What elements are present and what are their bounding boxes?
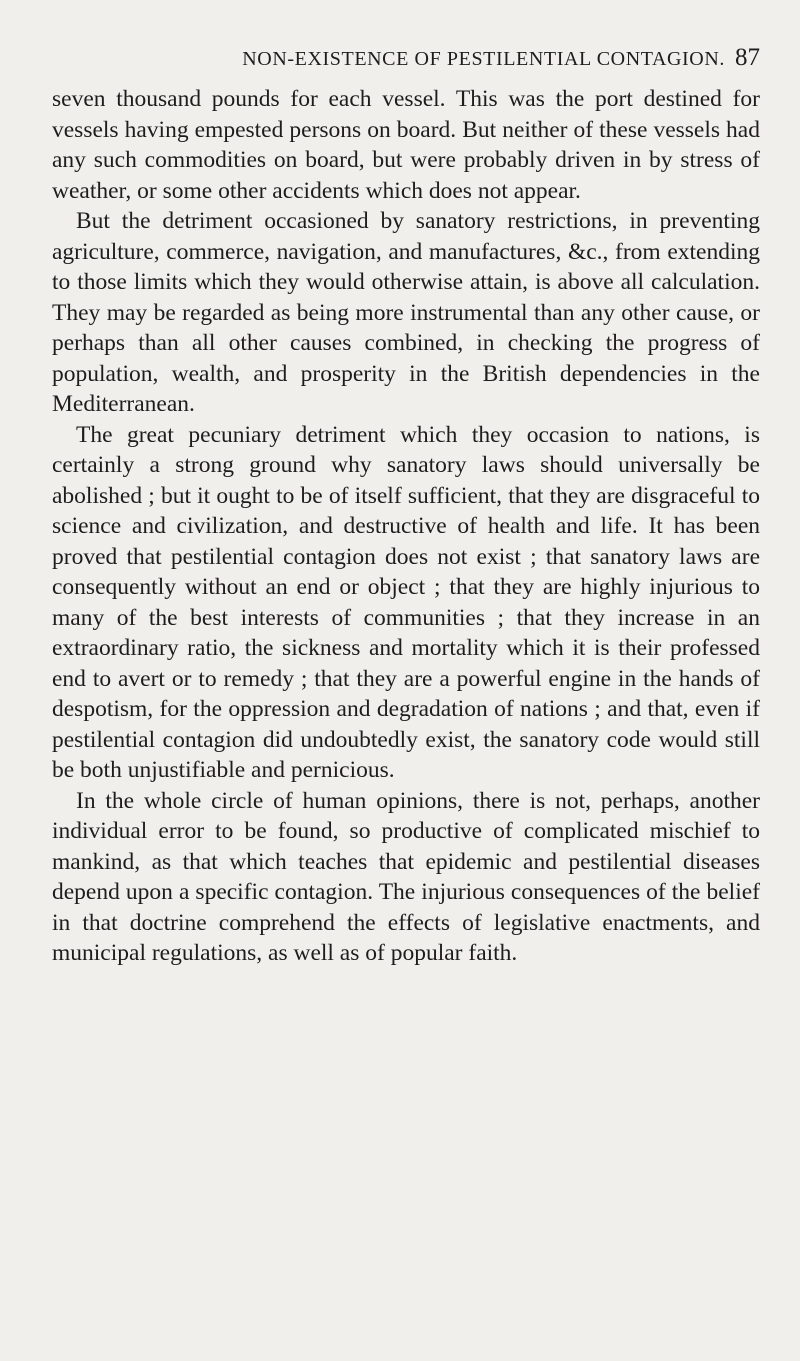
running-title: NON-EXISTENCE OF PESTILENTIAL CONTAGION.	[242, 48, 725, 70]
page-number: 87	[735, 44, 760, 71]
text-body	[52, 84, 760, 969]
paragraph-human-opinions: In the whole circle of human opinions, there is not, perhaps, another individual error to be found, so productive of complicated mischief to mankind, as that which teaches that epidemic and pestilential diseases depend upon a specific contagion. The injurious consequences of the belief in that doctrine comprehend the effects of legislative enactments, and municipal regulations, as well as of popular faith.	[52, 787, 760, 966]
paragraph-pecuniary-detriment: The great pecuniary detriment which they occasion to nations, is certainly a strong ground why sanatory laws should universally be abolished ; but it ought to be of itself sufficient, that they are disgraceful to science and civilization, and destructive of health and life. It has been proved that pestilential contagion does not exist ; that sanatory laws are consequently without an end or object ; that they are highly injurious to many of the best interests of communities ; that they increase in an extraordinary ratio, the sickness and mortality which it is their professed end to avert or to remedy ; that they are a powerful engine in the hands of despotism, for the oppression and degradation of nations ; and that, even if pestilential contagion did undoubtedly exist, the sanatory code would still be both unjustifiable and pernicious.	[52, 421, 760, 783]
paragraph-sanatory-detriment: But the detriment occasioned by sanatory restrictions, in preventing agriculture, commerce, navigation, and manufactures, &c., from extending to those limits which they would otherwise attain, is above all calculation. They may be regarded as being more instrumental than any other cause, or perhaps than all other causes combined, in checking the progress of population, wealth, and prosperity in the British dependencies in the Mediterranean.	[52, 208, 760, 417]
paragraph-continuation: seven thousand pounds for each vessel. This was the port destined for vessels having empested persons on board. But neither of these vessels had any such commodities on board, but were probably driven in by stress of weather, or some other accidents which does not appear.	[52, 86, 760, 204]
book-page	[52, 44, 760, 969]
running-head	[52, 44, 760, 84]
